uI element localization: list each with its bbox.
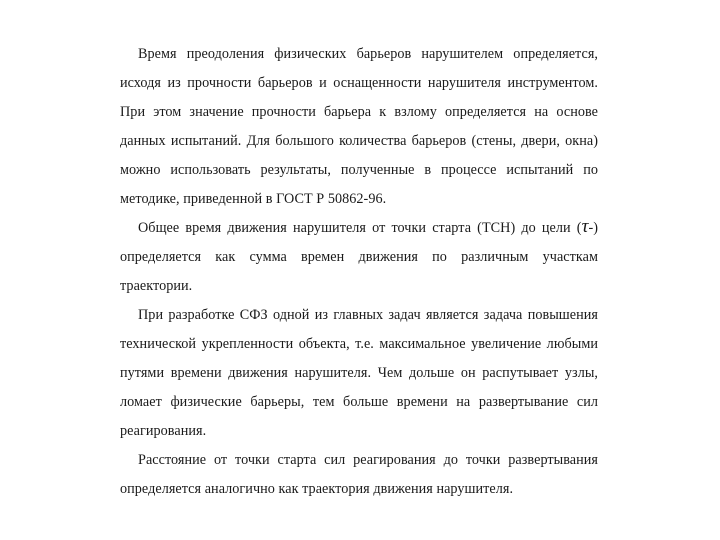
document-text-block bbox=[120, 40, 598, 504]
tau-symbol: τ bbox=[581, 216, 589, 237]
paragraph-total-movement-time-end: -) определяется как сумма времен движения по различным участкам траектории. bbox=[120, 220, 598, 294]
paragraph-total-movement-time bbox=[120, 214, 598, 301]
paragraph-sfz-task: При разработке СФЗ одной из главных задач является задача повышения технической укрепленности объекта, т.е. максимальное увеличение любыми путями времени движения нарушителя. Чем дольше он распутывает узлы, ломает физические барьеры, тем больше времени на развертывание сил реагирования. bbox=[120, 307, 598, 439]
paragraph-total-movement-time-start: Общее время движения нарушителя от точки старта (ТСН) до цели ( bbox=[138, 220, 582, 236]
paragraph-response-forces-distance: Расстояние от точки старта сил реагирования до точки развертывания определяется аналогично как траектория движения нарушителя. bbox=[120, 452, 598, 497]
paragraph-barrier-time: Время преодоления физических барьеров нарушителем определяется, исходя из прочности барьеров и оснащенности нарушителя инструментом. При этом значение прочности барьера к взлому определяется на основе данных испытаний. Для большого количества барьеров (стены, двери, окна) можно использовать результаты, полученные в процессе испытаний по методике, приведенной в ГОСТ Р 50862-96. bbox=[120, 46, 598, 207]
